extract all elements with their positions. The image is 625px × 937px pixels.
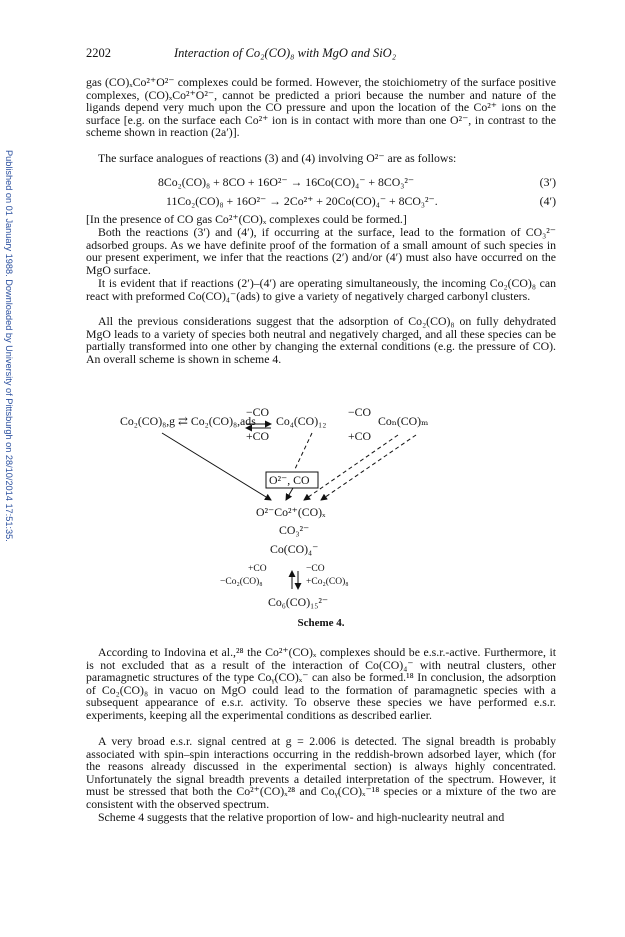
page-number: 2202 xyxy=(86,46,111,60)
scheme-product-4: Co₆(CO)₁₅²⁻ xyxy=(268,595,329,609)
paragraph-4: Both the reactions (3′) and (4′), if occurring at the surface, lead to the formation of CO₃²⁻ adsorbed groups. As we have definite proof of the formation of a small amount of such species in our present experiment, we infer that the reactions (2′) and/or (4′) must also have occurred on the MgO surface. xyxy=(86,225,556,277)
scheme-caption: Scheme 4. xyxy=(297,617,345,629)
scheme-start: Co₂(CO)₈,g ⇄ Co₂(CO)₈,ads xyxy=(120,414,256,428)
equation-3prime-number: (3′) xyxy=(539,175,556,189)
scheme-4 xyxy=(86,405,556,635)
scheme-right-top: −CO xyxy=(306,564,325,574)
watermark-text: Published on 01 January 1988. Downloaded by University of Pittsburgh on 28/10/2014 17:51:35. xyxy=(4,150,14,542)
paragraph-3: [In the presence of CO gas Co²⁺(CO)ₓ complexes could be formed.] xyxy=(86,212,407,226)
paragraph-8: A very broad e.s.r. signal centred at g = 2.006 is detected. The signal breadth is probably associated with spin–spin interactions occurring in the reddish-brown adsorbed layer, which (for the reasons already discussed in the experimental section) is always highly concentrated. Unfortunately the signal breadth prevents a detailed interpretation of the spectrum. However, it must be stressed that both the Co²⁺(CO)ₓ²⁸ and Coᵧ(CO)ₓ⁻¹⁸ species or a mixture of the two are consistent with the observed spectrum. xyxy=(86,734,556,811)
equation-4prime-formula: 11Co₂(CO)₈ + 16O²⁻ → 2Co²⁺ + 20Co(CO)₄⁻ + 8CO₃²⁻. xyxy=(166,194,438,208)
paragraph-6: All the previous considerations suggest that the adsorption of Co₂(CO)₈ on fully dehydrated MgO leads to a variety of species both neutral and negatively charged, and all these species can be partially transformed into one other by changing the external conditions (e.g. the pressure of CO). An overall scheme is shown in scheme 4. xyxy=(86,314,556,366)
paragraph-2: The surface analogues of reactions (3) and (4) involving O²⁻ are as follows: xyxy=(98,151,457,165)
scheme-plus-co-1: +CO xyxy=(246,429,270,443)
scheme-minus-co-1: −CO xyxy=(246,405,270,419)
scheme-minus-co-2: −CO xyxy=(348,405,372,419)
equation-4prime-number: (4′) xyxy=(539,194,556,208)
running-title: Interaction of Co₂(CO)₈ with MgO and SiO₂ xyxy=(174,46,397,60)
paragraph-9: Scheme 4 suggests that the relative proportion of low- and high-nuclearity neutral and xyxy=(98,810,505,824)
scheme-right-bottom: +Co₂(CO)₈ xyxy=(306,577,349,587)
equation-4prime xyxy=(86,194,556,208)
scheme-con: Coₙ(CO)ₘ xyxy=(378,414,429,428)
page-header xyxy=(86,46,556,62)
scheme-product-3: Co(CO)₄⁻ xyxy=(270,542,319,556)
paragraph-7: According to Indovina et al.,²⁸ the Co²⁺(CO)ₓ complexes should be e.s.r.-active. Furthermore, it is not excluded that as a result of the interaction of Co(CO)₄⁻ with neutral clusters, other paramagnetic structures of the type Coᵧ(CO)ₓ⁻ can also be formed.¹⁸ In conclusion, the adsorption of Co₂(CO)₈ in vacuo on MgO could lead to the formation of paramagnetic species with a subsequent appearance of e.s.r. activity. To observe these species we have performed e.s.r. experiments, keeping all the experimental conditions as described earlier. xyxy=(86,645,556,722)
scheme-left-bottom: −Co₂(CO)₈ xyxy=(220,577,263,587)
scheme-co4: Co₄(CO)₁₂ xyxy=(276,414,327,428)
download-watermark xyxy=(2,150,16,580)
paragraph-5: It is evident that if reactions (2′)–(4′) are operating simultaneously, the incoming Co₂(CO)₈ can react with preformed Co(CO)₄⁻(ads) to give a variety of negatively charged carbonyl clusters. xyxy=(86,276,556,303)
paragraph-1: gas (CO)ₓCo²⁺O²⁻ complexes could be formed. However, the stoichiometry of the surface positive complexes, (CO)ₓCo²⁺O²⁻, cannot be predicted a priori because the number and nature of the ligands depend very much upon the CO pressure and upon the location of the Co²⁺ ions on the surface [e.g. on the surface each Co²⁺ ion is in contact with more than one O²⁻, in contrast to the scheme shown in reaction (2a′)]. xyxy=(86,75,556,140)
scheme-left-top: +CO xyxy=(248,564,267,574)
equation-3prime-formula: 8Co₂(CO)₈ + 8CO + 16O²⁻ → 16Co(CO)₄⁻ + 8CO₃²⁻ xyxy=(158,175,415,189)
scheme-product-1: O²⁻Co²⁺(CO)ₓ xyxy=(256,505,326,519)
equation-3prime xyxy=(86,175,556,189)
scheme-box-label: O²⁻, CO xyxy=(269,473,310,487)
scheme-plus-co-2: +CO xyxy=(348,429,372,443)
scheme-product-2: CO₃²⁻ xyxy=(279,523,310,537)
